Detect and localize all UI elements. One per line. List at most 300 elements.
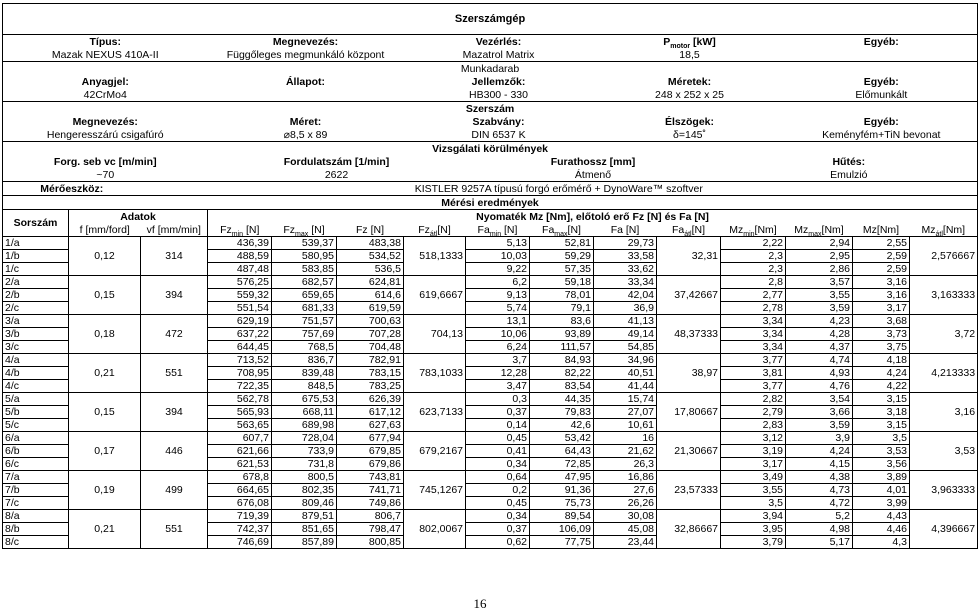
fz-max-cell: 802,35 [272, 484, 337, 497]
fz-cell: 626,39 [337, 393, 404, 406]
mz-avg-cell: 4,396667 [910, 510, 978, 549]
cutting-speed-header: Forg. seb vc [m/min] [53, 155, 157, 168]
fa-max-cell: 75,73 [530, 497, 594, 510]
table-row [3, 471, 978, 484]
tool-angles-header: Élszögek: [664, 115, 714, 128]
row-id-cell: 2/b [3, 289, 69, 302]
fa-max-cell: 82,22 [530, 367, 594, 380]
fz-min-cell: 576,25 [208, 276, 272, 289]
fz-cell: 627,63 [337, 419, 404, 432]
workpiece-other-header: Egyéb: [863, 75, 899, 88]
mz-max-cell: 2,95 [786, 250, 853, 263]
fz-max-cell: 580,95 [272, 250, 337, 263]
row-id-cell: 8/c [3, 536, 69, 549]
fz-max-cell: 848,5 [272, 380, 337, 393]
fa-min-cell: 6,2 [466, 276, 530, 289]
fa-min-cell: 6,24 [466, 341, 530, 354]
fa-cell: 41,13 [594, 315, 657, 328]
fz-cell: 783,25 [337, 380, 404, 393]
fz-max-cell: 857,89 [272, 536, 337, 549]
fa-cell: 36,9 [594, 302, 657, 315]
fz-max-cell: 839,48 [272, 367, 337, 380]
fa-cell: 15,74 [594, 393, 657, 406]
column-header: $Fz_{átl}[N]$ [404, 223, 466, 237]
machine-control-value: Mazatrol Matrix [462, 48, 535, 61]
mz-max-cell: 2,86 [786, 263, 853, 276]
fa-min-cell: 0,64 [466, 471, 530, 484]
fz-max-cell: 728,04 [272, 432, 337, 445]
feed-rate-cell: 446 [141, 432, 208, 471]
mz-min-cell: 3,81 [721, 367, 786, 380]
mz-cell: 4,43 [853, 510, 910, 523]
mz-max-cell: 3,9 [786, 432, 853, 445]
table-row [3, 432, 978, 445]
table-row [3, 237, 978, 250]
mz-cell: 3,17 [853, 302, 910, 315]
fz-min-cell: 565,93 [208, 406, 272, 419]
mz-min-cell: 3,34 [721, 315, 786, 328]
tool-angles-value: δ=145˚ [673, 128, 706, 141]
mz-max-cell: 4,37 [786, 341, 853, 354]
fz-min-cell: 746,69 [208, 536, 272, 549]
mz-max-cell: 3,66 [786, 406, 853, 419]
mz-min-cell: 2,8 [721, 276, 786, 289]
fa-cell: 45,08 [594, 523, 657, 536]
fa-cell: 27,07 [594, 406, 657, 419]
fz-avg-cell: 518,1333 [404, 237, 466, 276]
mz-max-cell: 4,76 [786, 380, 853, 393]
fa-min-cell: 3,47 [466, 380, 530, 393]
mz-cell: 2,55 [853, 237, 910, 250]
machine-name-header: Megnevezés: [272, 35, 339, 48]
measurement-sheet [2, 3, 976, 549]
fa-avg-cell: 32,31 [657, 237, 721, 276]
feed-per-rev-cell: 0,21 [69, 510, 141, 549]
mz-max-cell: 5,17 [786, 536, 853, 549]
fa-cell: 29,73 [594, 237, 657, 250]
fa-cell: 21,62 [594, 445, 657, 458]
fa-cell: 10,61 [594, 419, 657, 432]
row-id-cell: 8/b [3, 523, 69, 536]
fa-max-cell: 91,36 [530, 484, 594, 497]
column-header: Mz[Nm] [853, 223, 910, 237]
fz-max-cell: 733,9 [272, 445, 337, 458]
fa-max-cell: 83,54 [530, 380, 594, 393]
row-id-cell: 7/a [3, 471, 69, 484]
fz-cell: 704,48 [337, 341, 404, 354]
tool-name-value: Hengeresszárú csigafúró [46, 128, 164, 141]
fa-max-cell: 77,75 [530, 536, 594, 549]
mz-min-cell: 3,49 [721, 471, 786, 484]
fa-cell: 23,44 [594, 536, 657, 549]
fz-max-cell: 757,69 [272, 328, 337, 341]
page-number: 16 [473, 596, 487, 611]
fa-min-cell: 0,45 [466, 432, 530, 445]
fz-cell: 806,7 [337, 510, 404, 523]
workpiece-state-value [208, 88, 404, 102]
table-row [3, 393, 978, 406]
mz-cell: 2,59 [853, 263, 910, 276]
fz-min-cell: 621,53 [208, 458, 272, 471]
workpiece-other-value: Előmunkált [855, 88, 908, 101]
mz-max-cell: 3,55 [786, 289, 853, 302]
tool-section-title: Szerszám [3, 102, 978, 116]
mz-avg-cell: 4,213333 [910, 354, 978, 393]
tool-other-value: Keményfém+TiN bevonat [822, 128, 941, 141]
mz-avg-cell: 2,576667 [910, 237, 978, 276]
mz-cell: 4,18 [853, 354, 910, 367]
mz-min-cell: 3,34 [721, 328, 786, 341]
mz-cell: 2,59 [853, 250, 910, 263]
workpiece-section-title: Munkadarab [3, 62, 978, 76]
fa-cell: 49,14 [594, 328, 657, 341]
fa-min-cell: 5,74 [466, 302, 530, 315]
mz-min-cell: 2,3 [721, 263, 786, 276]
fz-min-cell: 621,66 [208, 445, 272, 458]
fz-min-cell: 436,39 [208, 237, 272, 250]
mz-min-cell: 2,78 [721, 302, 786, 315]
mz-cell: 3,15 [853, 393, 910, 406]
fa-cell: 26,26 [594, 497, 657, 510]
row-id-cell: 6/a [3, 432, 69, 445]
mz-max-cell: 3,54 [786, 393, 853, 406]
hole-length-header: Furathossz [mm] [550, 155, 636, 168]
mz-min-cell: 3,94 [721, 510, 786, 523]
fz-min-cell: 487,48 [208, 263, 272, 276]
fa-max-cell: 59,29 [530, 250, 594, 263]
fz-max-cell: 689,98 [272, 419, 337, 432]
fz-cell: 700,63 [337, 315, 404, 328]
fa-max-cell: 53,42 [530, 432, 594, 445]
mz-cell: 3,89 [853, 471, 910, 484]
fa-max-cell: 59,18 [530, 276, 594, 289]
feed-per-rev-cell: 0,15 [69, 393, 141, 432]
force-torque-group-header: Nyomaték Mz [Nm], előtoló erő Fz [N] és Fa [N] [208, 210, 978, 224]
column-header: $Mz_{min}[Nm]$ [721, 223, 786, 237]
mz-avg-cell: 3,72 [910, 315, 978, 354]
mz-max-cell: 4,15 [786, 458, 853, 471]
feed-per-rev-cell: 0,18 [69, 315, 141, 354]
fa-min-cell: 12,28 [466, 367, 530, 380]
row-id-cell: 1/a [3, 237, 69, 250]
results-body [3, 237, 978, 549]
row-id-cell: 6/b [3, 445, 69, 458]
row-id-cell: 7/c [3, 497, 69, 510]
fa-min-cell: 9,22 [466, 263, 530, 276]
mz-max-cell: 4,38 [786, 471, 853, 484]
mz-max-cell: 5,2 [786, 510, 853, 523]
sheet-table [2, 3, 978, 549]
row-id-cell: 3/a [3, 315, 69, 328]
tool-other-header: Egyéb: [863, 115, 899, 128]
fa-cell: 41,44 [594, 380, 657, 393]
column-header: vf [mm/min] [141, 223, 208, 237]
sheet-title: Szerszámgép [3, 4, 978, 35]
fz-max-cell: 879,51 [272, 510, 337, 523]
feed-rate-cell: 394 [141, 393, 208, 432]
feed-per-rev-cell: 0,17 [69, 432, 141, 471]
fa-max-cell: 44,35 [530, 393, 594, 406]
fa-min-cell: 0,37 [466, 406, 530, 419]
fz-max-cell: 659,65 [272, 289, 337, 302]
machine-name-value: Függőleges megmunkáló központ [226, 48, 385, 61]
fa-cell: 33,62 [594, 263, 657, 276]
mz-min-cell: 3,19 [721, 445, 786, 458]
feed-rate-cell: 314 [141, 237, 208, 276]
fz-min-cell: 637,22 [208, 328, 272, 341]
row-id-cell: 2/a [3, 276, 69, 289]
mz-max-cell: 4,23 [786, 315, 853, 328]
mz-cell: 3,68 [853, 315, 910, 328]
fa-max-cell: 89,54 [530, 510, 594, 523]
fa-avg-cell: 17,80667 [657, 393, 721, 432]
spindle-speed-value: 2622 [324, 168, 349, 181]
row-id-cell: 1/b [3, 250, 69, 263]
fa-avg-cell: 21,30667 [657, 432, 721, 471]
feed-rate-cell: 551 [141, 354, 208, 393]
coolant-header: Hűtés: [832, 155, 866, 168]
mz-cell: 3,56 [853, 458, 910, 471]
mz-max-cell: 4,73 [786, 484, 853, 497]
column-header: Fa [N] [594, 223, 657, 237]
fz-cell: 741,71 [337, 484, 404, 497]
table-row [3, 276, 978, 289]
fz-cell: 798,47 [337, 523, 404, 536]
fz-max-cell: 682,57 [272, 276, 337, 289]
fa-min-cell: 0,14 [466, 419, 530, 432]
fz-min-cell: 562,78 [208, 393, 272, 406]
fz-cell: 536,5 [337, 263, 404, 276]
fz-avg-cell: 802,0067 [404, 510, 466, 549]
workpiece-size-value: 248 x 252 x 25 [655, 88, 724, 101]
mz-max-cell: 2,94 [786, 237, 853, 250]
fa-min-cell: 0,45 [466, 497, 530, 510]
machine-control-header: Vezérlés: [475, 35, 522, 48]
tool-standard-header: Szabvány: [472, 115, 525, 128]
fz-avg-cell: 704,13 [404, 315, 466, 354]
fz-min-cell: 559,32 [208, 289, 272, 302]
hole-length-value: Átmenő [574, 168, 612, 181]
feed-rate-cell: 551 [141, 510, 208, 549]
fa-max-cell: 84,93 [530, 354, 594, 367]
results-section-title: Mérési eredmények [3, 196, 978, 210]
mz-min-cell: 3,79 [721, 536, 786, 549]
fz-max-cell: 668,11 [272, 406, 337, 419]
mz-min-cell: 2,77 [721, 289, 786, 302]
fa-cell: 40,51 [594, 367, 657, 380]
fa-cell: 16 [594, 432, 657, 445]
row-id-cell: 2/c [3, 302, 69, 315]
fa-min-cell: 9,13 [466, 289, 530, 302]
mz-cell: 3,75 [853, 341, 910, 354]
mz-min-cell: 3,55 [721, 484, 786, 497]
fz-cell: 619,59 [337, 302, 404, 315]
mz-max-cell: 4,28 [786, 328, 853, 341]
fa-cell: 42,04 [594, 289, 657, 302]
measuring-device-label: Mérőeszköz: [3, 182, 141, 196]
column-header-row [3, 223, 978, 237]
fz-max-cell: 851,65 [272, 523, 337, 536]
fz-avg-cell: 783,1033 [404, 354, 466, 393]
feed-per-rev-cell: 0,19 [69, 471, 141, 510]
fa-min-cell: 0,34 [466, 510, 530, 523]
mz-min-cell: 3,77 [721, 354, 786, 367]
table-row [3, 354, 978, 367]
tool-name-header: Megnevezés: [72, 115, 138, 128]
mz-cell: 4,3 [853, 536, 910, 549]
fz-cell: 743,81 [337, 471, 404, 484]
data-group-header: Adatok [69, 210, 208, 224]
fa-min-cell: 13,1 [466, 315, 530, 328]
row-id-cell: 3/c [3, 341, 69, 354]
mz-max-cell: 3,59 [786, 302, 853, 315]
mz-cell: 4,46 [853, 523, 910, 536]
workpiece-props-header: Jellemzők: [471, 75, 526, 88]
feed-rate-cell: 472 [141, 315, 208, 354]
fz-cell: 624,81 [337, 276, 404, 289]
measuring-device-value: KISTLER 9257A típusú forgó erőmérő + DynoWare™ szoftver [141, 182, 978, 196]
fz-min-cell: 719,39 [208, 510, 272, 523]
mz-min-cell: 3,17 [721, 458, 786, 471]
fa-min-cell: 0,3 [466, 393, 530, 406]
feed-per-rev-cell: 0,12 [69, 237, 141, 276]
machine-type-header: Típus: [89, 35, 121, 48]
table-row [3, 315, 978, 328]
coolant-value: Emulzió [830, 168, 868, 181]
fa-max-cell: 47,95 [530, 471, 594, 484]
fz-min-cell: 722,35 [208, 380, 272, 393]
fz-avg-cell: 619,6667 [404, 276, 466, 315]
fa-max-cell: 78,01 [530, 289, 594, 302]
fz-min-cell: 742,37 [208, 523, 272, 536]
table-row [3, 510, 978, 523]
fa-max-cell: 79,1 [530, 302, 594, 315]
fa-max-cell: 42,6 [530, 419, 594, 432]
row-id-cell: 5/c [3, 419, 69, 432]
row-id-cell: 4/c [3, 380, 69, 393]
fa-cell: 34,96 [594, 354, 657, 367]
mz-max-cell: 4,93 [786, 367, 853, 380]
fz-cell: 679,85 [337, 445, 404, 458]
fa-max-cell: 57,35 [530, 263, 594, 276]
column-header: $Fa_{átl}[N]$ [657, 223, 721, 237]
workpiece-material-header: Anyagjel: [81, 75, 129, 88]
workpiece-props-value: HB300 - 330 [469, 88, 528, 101]
mz-max-cell: 4,98 [786, 523, 853, 536]
fz-min-cell: 664,65 [208, 484, 272, 497]
machine-other-header: Egyéb: [863, 35, 899, 48]
mz-avg-cell: 3,53 [910, 432, 978, 471]
row-id-cell: 8/a [3, 510, 69, 523]
fa-max-cell: 52,81 [530, 237, 594, 250]
fz-cell: 707,28 [337, 328, 404, 341]
column-header: $Fz_{min}$ [N] [208, 223, 272, 237]
fa-min-cell: 10,03 [466, 250, 530, 263]
fa-max-cell: 79,83 [530, 406, 594, 419]
fz-min-cell: 708,95 [208, 367, 272, 380]
column-header: $Fa_{max}[N]$ [530, 223, 594, 237]
fa-max-cell: 111,57 [530, 341, 594, 354]
fz-min-cell: 551,54 [208, 302, 272, 315]
fa-min-cell: 10,06 [466, 328, 530, 341]
fz-max-cell: 768,5 [272, 341, 337, 354]
fz-max-cell: 836,7 [272, 354, 337, 367]
row-id-cell: 6/c [3, 458, 69, 471]
feed-per-rev-cell: 0,21 [69, 354, 141, 393]
fz-min-cell: 563,65 [208, 419, 272, 432]
mz-cell: 3,53 [853, 445, 910, 458]
fa-max-cell: 72,85 [530, 458, 594, 471]
fz-cell: 782,91 [337, 354, 404, 367]
fa-min-cell: 0,34 [466, 458, 530, 471]
fz-cell: 614,6 [337, 289, 404, 302]
feed-per-rev-cell: 0,15 [69, 276, 141, 315]
fz-avg-cell: 679,2167 [404, 432, 466, 471]
fa-cell: 26,3 [594, 458, 657, 471]
fa-min-cell: 0,62 [466, 536, 530, 549]
mz-cell: 3,5 [853, 432, 910, 445]
fz-cell: 783,15 [337, 367, 404, 380]
mz-avg-cell: 3,163333 [910, 276, 978, 315]
row-id-cell: 5/a [3, 393, 69, 406]
mz-max-cell: 3,59 [786, 419, 853, 432]
mz-cell: 4,24 [853, 367, 910, 380]
fz-min-cell: 629,19 [208, 315, 272, 328]
fa-cell: 54,85 [594, 341, 657, 354]
fa-cell: 33,58 [594, 250, 657, 263]
workpiece-material-value: 42CrMo4 [83, 88, 127, 101]
fz-min-cell: 644,45 [208, 341, 272, 354]
mz-min-cell: 2,22 [721, 237, 786, 250]
column-header: $Fa_{min}$ [N] [466, 223, 530, 237]
fz-max-cell: 731,8 [272, 458, 337, 471]
tool-size-value: ⌀8,5 x 89 [283, 128, 328, 141]
row-id-header: Sorszám [3, 210, 69, 237]
mz-cell: 3,15 [853, 419, 910, 432]
fz-min-cell: 678,8 [208, 471, 272, 484]
fz-max-cell: 583,85 [272, 263, 337, 276]
workpiece-size-header: Méretek: [667, 75, 712, 88]
fa-min-cell: 0,37 [466, 523, 530, 536]
mz-min-cell: 2,82 [721, 393, 786, 406]
fa-avg-cell: 38,97 [657, 354, 721, 393]
mz-min-cell: 2,79 [721, 406, 786, 419]
mz-cell: 4,22 [853, 380, 910, 393]
fz-max-cell: 751,57 [272, 315, 337, 328]
fa-min-cell: 0,41 [466, 445, 530, 458]
fa-cell: 30,08 [594, 510, 657, 523]
tool-standard-value: DIN 6537 K [471, 128, 526, 141]
fz-cell: 800,85 [337, 536, 404, 549]
fz-min-cell: 713,52 [208, 354, 272, 367]
column-header: $Fz_{max}$ [N] [272, 223, 337, 237]
fa-avg-cell: 48,37333 [657, 315, 721, 354]
fz-max-cell: 681,33 [272, 302, 337, 315]
mz-min-cell: 3,5 [721, 497, 786, 510]
mz-min-cell: 3,12 [721, 432, 786, 445]
fz-max-cell: 809,46 [272, 497, 337, 510]
column-header: $Mz_{átl}[Nm]$ [910, 223, 978, 237]
mz-min-cell: 2,3 [721, 250, 786, 263]
fz-cell: 483,38 [337, 237, 404, 250]
fa-max-cell: 83,6 [530, 315, 594, 328]
machine-power-value: 18,5 [679, 48, 700, 61]
fa-avg-cell: 32,86667 [657, 510, 721, 549]
mz-max-cell: 4,24 [786, 445, 853, 458]
row-id-cell: 4/a [3, 354, 69, 367]
feed-rate-cell: 499 [141, 471, 208, 510]
fz-avg-cell: 745,1267 [404, 471, 466, 510]
